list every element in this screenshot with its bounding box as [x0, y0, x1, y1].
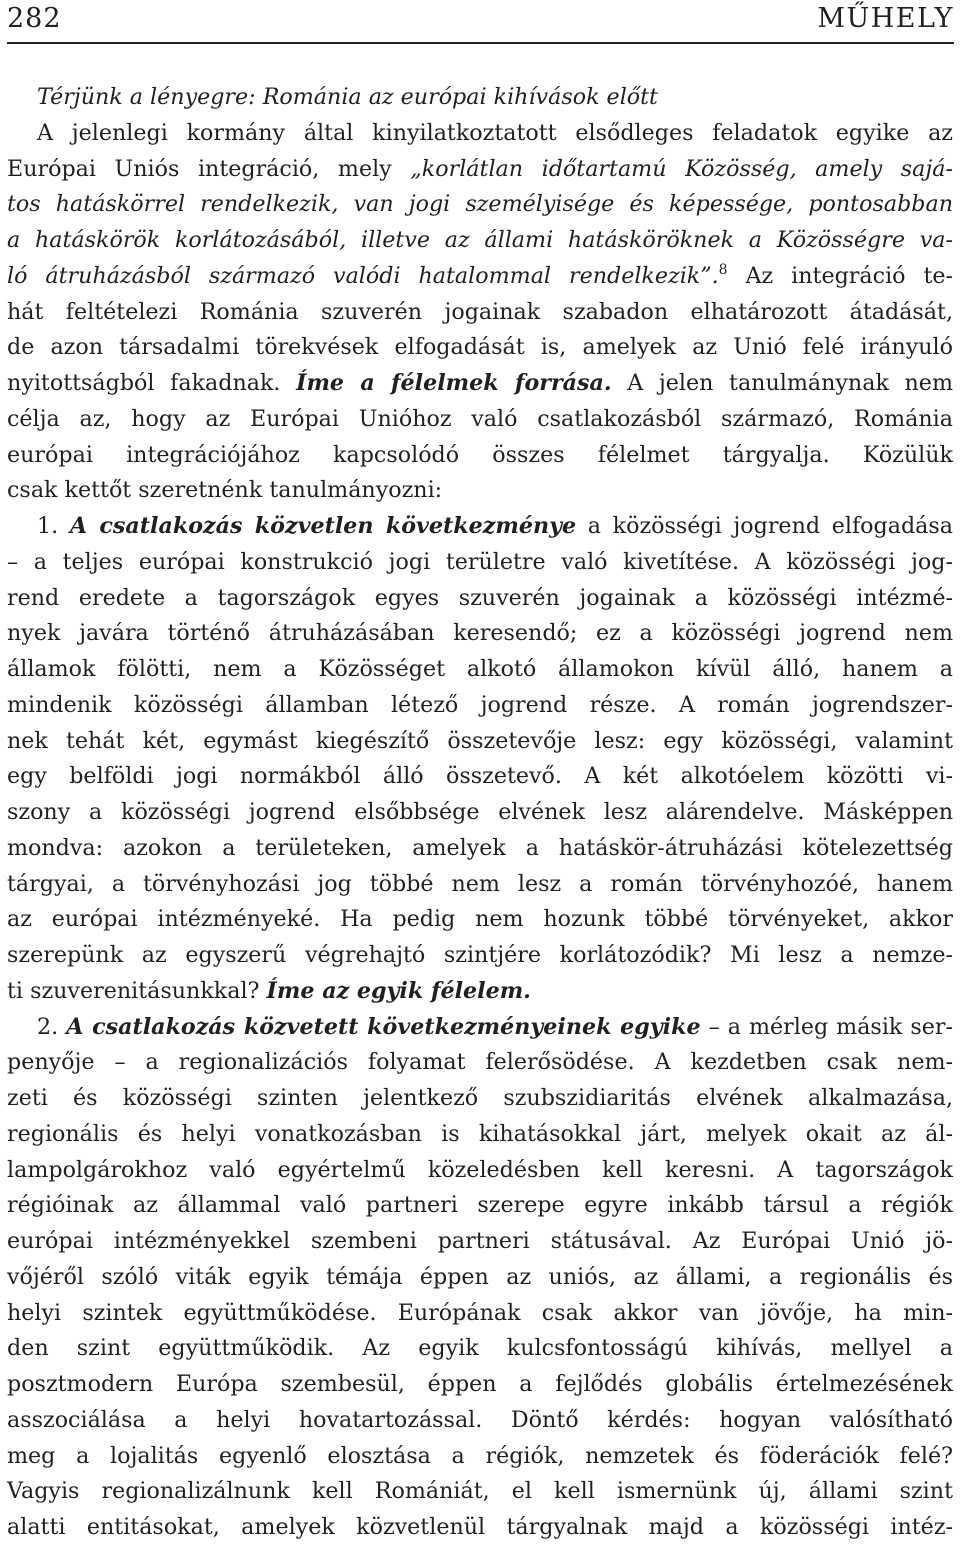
text-span: rend eredete a tagországok egyes szuverén jogainak a közösségi intézmé- [7, 584, 953, 611]
text-line [7, 724, 953, 760]
text-line [7, 759, 953, 795]
emphasis-text: A csatlakozás közvetett következményeinek egyike [66, 1013, 701, 1040]
text-span: „korlátlan időtartamú Közösség, amely sajá- [410, 155, 953, 182]
text-span: szerepünk az egyszerű végrehajtó szintjére korlátozódik? Mi lesz a nemze- [7, 942, 953, 968]
text-line [7, 1367, 953, 1403]
text-span: a közösségi jogrend elfogadása [576, 513, 953, 539]
text-line [7, 473, 953, 509]
text-span: a hatáskörök korlátozásából, illetve az állami hatásköröknek a Közösségre va- [7, 227, 953, 253]
text-line [7, 545, 953, 581]
running-head: MŰHELY [817, 3, 954, 34]
text-line [7, 1403, 953, 1439]
text-line [7, 1081, 953, 1117]
text-line [7, 831, 953, 867]
text-line [7, 1474, 953, 1510]
text-line [7, 438, 953, 474]
footnote-ref: 8 [718, 261, 728, 278]
text-span: – a mérleg másik ser- [700, 1013, 953, 1040]
text-span: posztmodern Európa szembesül, éppen a fejlődés globális értelmezésének [7, 1371, 953, 1397]
text-line [7, 509, 953, 545]
text-span: meg a lojalitás egyenlő elosztása a régiók, nemzetek és föderációk felé? [7, 1442, 953, 1469]
text-line [7, 1296, 953, 1332]
text-line [7, 1439, 953, 1475]
text-line [7, 1510, 953, 1546]
text-span: az európai intézményeké. Ha pedig nem hozunk többé törvényeket, akkor [7, 906, 953, 933]
text-line [7, 330, 953, 366]
text-span: den szint együttműködik. Az egyik kulcsfontosságú kihívás, mellyel a [7, 1335, 953, 1362]
text-span: Európai Uniós integráció, mely [7, 155, 411, 182]
text-span: európai intézményekkel szembeni partneri státusával. Az Európai Unió jö- [7, 1228, 953, 1254]
text-line [7, 152, 953, 188]
text-span: vőjéről szóló viták egyik témája éppen az uniós, az állami, a regionális és [7, 1263, 953, 1290]
text-span: – a teljes európai konstrukció jogi területre való kivetítése. A közösségi jog- [7, 548, 953, 575]
text-span: Az integráció te- [727, 262, 954, 289]
text-line [7, 1224, 953, 1260]
text-span: egy belföldi jogi normákból álló összetevő. A két alkotóelem közötti vi- [7, 763, 953, 790]
text-span: 1. [37, 513, 70, 539]
text-span: mondva: azokon a területeken, amelyek a hatáskör-átruházási kötelezettség [7, 834, 953, 861]
text-line [7, 616, 953, 652]
text-line [7, 902, 953, 938]
text-span: államok fölötti, nem a Közösséget alkotó államokon kívül álló, hanem a [7, 656, 953, 682]
text-line [7, 1010, 953, 1046]
text-line [7, 581, 953, 617]
text-span: lampolgárokhoz való egyértelmű közeledésben kell keresni. A tagországok [7, 1156, 953, 1183]
text-span: A jelenlegi kormány által kinyilatkoztatott elsődleges feladatok egyike az [37, 119, 953, 146]
article-paragraph [7, 116, 953, 1546]
text-span: nek tehát két, egymást kiegészítő összetevője lesz: egy közösségi, valamint [7, 727, 953, 754]
text-span: de azon társadalmi törekvések elfogadását is, amelyek az Unió felé irányuló [7, 334, 953, 361]
text-line [7, 223, 953, 259]
text-span: zeti és közösségi szinten jelentkező szubszidiaritás elvének alkalmazása, [7, 1085, 953, 1111]
text-span: helyi szintek együttműködése. Európának csak akkor van jövője, ha min- [7, 1299, 953, 1326]
text-span: hát feltételezi Románia szuverén jogainak szabadon elhatározott átadását, [7, 298, 953, 325]
text-line [7, 1260, 953, 1296]
page-number: 282 [7, 3, 62, 34]
text-span: szony a közösségi jogrend elsőbbsége elvének lesz alárendelve. Másképpen [7, 799, 953, 825]
text-span: nyitottságból fakadnak. [7, 370, 297, 396]
text-line [7, 1188, 953, 1224]
text-line [7, 688, 953, 724]
text-span: nyek javára történő átruházásában keresendő; ez a közösségi jogrend nem [7, 620, 953, 647]
text-line [7, 795, 953, 831]
emphasis-text: A csatlakozás közvetlen következménye [69, 513, 577, 539]
text-span: ti szuverenitásunkkal? [7, 977, 267, 1004]
emphasis-text: Íme a félelmek forrása. [296, 370, 612, 396]
text-span: A jelen tanulmánynak nem [611, 370, 953, 396]
emphasis-text: Íme az egyik félelem. [266, 977, 531, 1004]
text-span: célja az, hogy az Európai Unióhoz való csatlakozásból származó, Románia [7, 405, 953, 432]
text-span: tárgyai, a törvényhozási jog többé nem lesz a román törvényhozóé, hanem [7, 870, 953, 897]
text-span: tos hatáskörrel rendelkezik, van jogi személyisége és képessége, pontosabban [7, 191, 953, 218]
text-line [7, 1045, 953, 1081]
text-span: asszociálása a helyi hovatartozással. Döntő kérdés: hogyan valósítható [7, 1406, 953, 1433]
section-title: Térjünk a lényegre: Románia az európai kihívások előtt [37, 84, 658, 110]
text-span: mindenik közösségi államban létező jogrend része. A román jogrendszer- [7, 691, 953, 718]
text-line [7, 259, 953, 295]
text-line [7, 1331, 953, 1367]
text-span: alatti entitásokat, amelyek közvetlenül tárgyalnak majd a közösségi intéz- [7, 1514, 953, 1540]
text-line [7, 652, 953, 688]
text-line [7, 867, 953, 903]
text-span: penyője – a regionalizációs folyamat felerősödése. A kezdetben csak nem- [7, 1049, 953, 1076]
text-line [7, 1117, 953, 1153]
text-span: európai integrációjához kapcsolódó összes félelmet tárgyalja. Közülük [7, 441, 953, 468]
text-line [7, 295, 953, 331]
text-span: Vagyis regionalizálnunk kell Romániát, el kell ismernünk új, állami szint [7, 1478, 953, 1505]
text-span: 2. [37, 1013, 67, 1040]
text-line [7, 1153, 953, 1189]
text-line [7, 402, 953, 438]
text-span: regionális és helyi vonatkozásban is kihatásokkal járt, melyek okait az ál- [7, 1120, 953, 1147]
text-line [7, 187, 953, 223]
page-header [7, 0, 954, 44]
article-body [7, 80, 953, 1546]
text-line [7, 366, 953, 402]
text-span: ló átruházásból származó valódi hatalommal rendelkezik”. [7, 262, 719, 289]
text-line [7, 974, 953, 1010]
text-line [7, 116, 953, 152]
text-line [7, 938, 953, 974]
text-span: régióinak az állammal való partneri szerepe egyre inkább társul a régiók [7, 1192, 953, 1219]
text-span: csak kettőt szeretnénk tanulmányozni: [7, 477, 443, 504]
